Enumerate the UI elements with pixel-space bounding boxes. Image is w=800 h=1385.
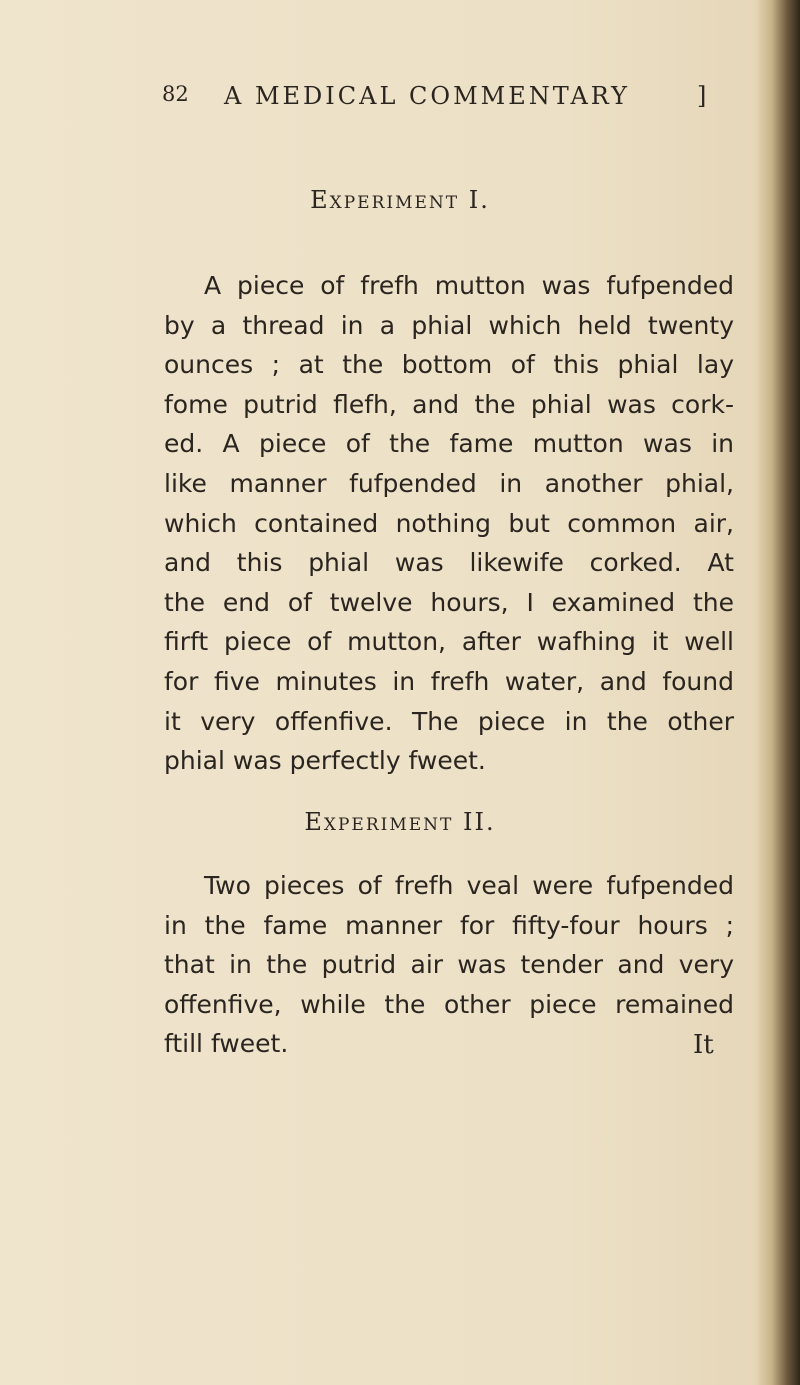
running-header [162,82,722,112]
text-line: Two pieces of frefh veal were fufpended [204,871,734,900]
text-line: in the fame manner for fifty-four hours ; [164,910,734,940]
text-line: and this phial was likewife corked. At [164,548,734,578]
section-heading-experiment-1: Experiment I. [310,186,490,214]
text-line: the end of twelve hours, I examined the [164,587,734,617]
text-line: offenfive, while the other piece remained [164,989,734,1019]
text-line: by a thread in a phial which held twenty [164,310,734,340]
text-line: like manner fufpended in another phial, [164,468,734,498]
page-number: 82 [162,82,189,106]
text-line: ed. A piece of the fame mutton was in [164,429,734,459]
header-bracket: ] [697,82,707,110]
text-line: that in the putrid air was tender and very [164,950,734,980]
catchword: It [693,1030,714,1060]
text-line: which contained nothing but common air, [164,508,734,538]
text-line: phial was perfectly fweet. [164,746,486,776]
paragraph-experiment-2 [164,866,734,1064]
text-line: A piece of frefh mutton was fufpended [204,271,734,300]
text-line: fome putrid flefh, and the phial was cork- [164,389,734,419]
text-line: for five minutes in frefh water, and found [164,666,734,696]
running-title: A MEDICAL COMMENTARY [224,82,630,110]
text-line: ftill fweet. [164,1029,289,1059]
text-line: firft piece of mutton, after wafhing it well [164,627,734,657]
text-line: it very offenfive. The piece in the other [164,706,734,736]
section-heading-experiment-2: Experiment II. [304,808,496,836]
text-line: ounces ; at the bottom of this phial lay [164,350,734,380]
paragraph-experiment-1 [164,266,734,781]
